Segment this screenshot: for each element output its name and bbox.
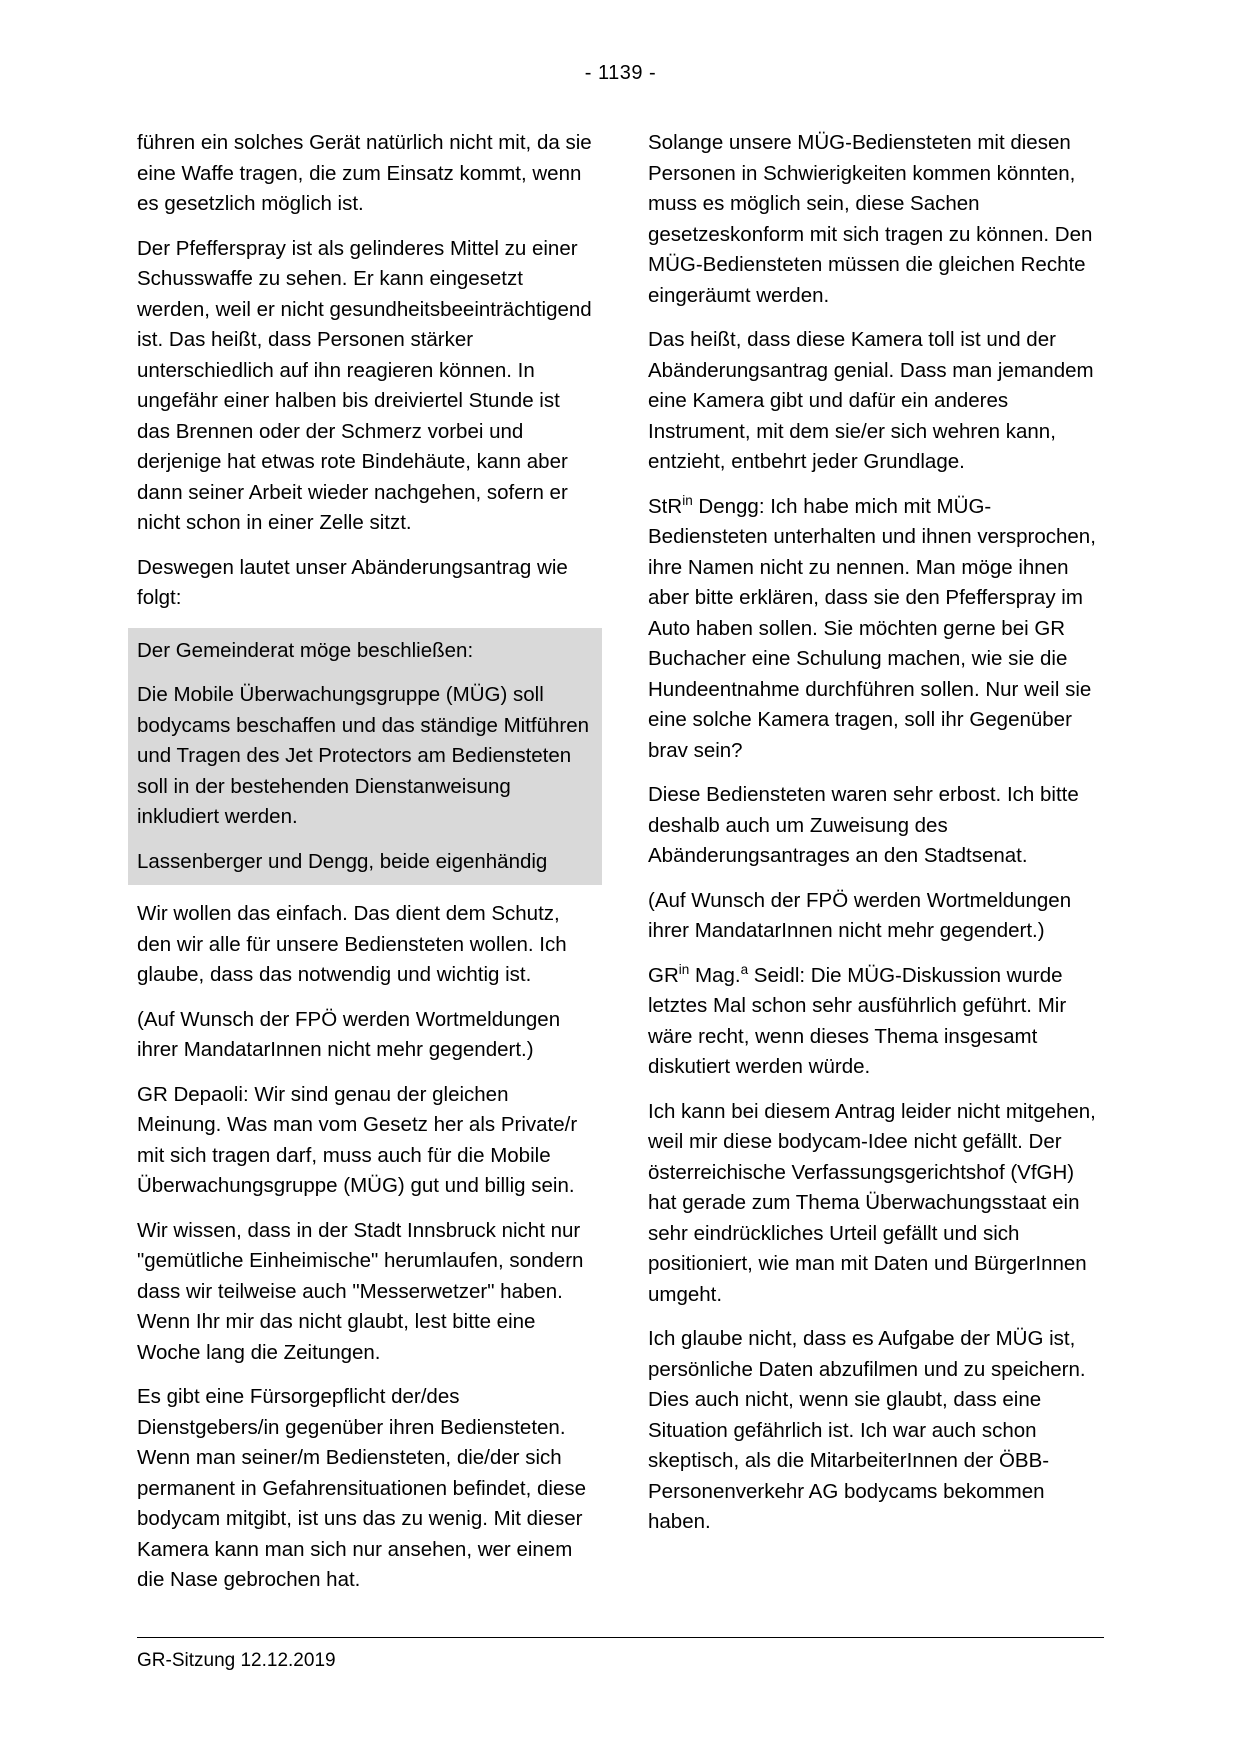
speaker-suffix: in: [682, 492, 693, 508]
paragraph: Ich glaube nicht, dass es Aufgabe der MÜG ist, persönliche Daten abzufilmen und zu speichern. Dies auch nicht, wenn sie glaubt, dass eine Situation gefährlich ist. Ich war auch schon skeptisch, als die MitarbeiterInnen der ÖBB-Personenverkehr AG bodycams bekommen haben.: [648, 1327, 1086, 1533]
speaker-text: Dengg: Ich habe mich mit MÜG-Bediensteten unterhalten und ihnen versprochen, ihre Namen nicht zu nennen. Man möge ihnen aber bitte erklären, dass sie den Pfefferspray im Auto haben sollen. Sie möchten gerne bei GR Buchacher eine Schulung machen, wie sie die Hundeentnahme durchführen sollen. Nur weil sie eine solche Kamera tragen, soll ihr Gegenüber brav sein?: [648, 494, 1096, 762]
paragraph: Es gibt eine Fürsorgepflicht der/des Dienstgebers/in gegenüber ihren Bediensteten. Wenn man seiner/m Bediensteten, die/der sich permanent in Gefahrensituationen befindet, diese bodycam mitgibt, ist uns das zu wenig. Mit dieser Kamera kann man sich nur ansehen, wer einem die Nase gebrochen hat.: [137, 1385, 587, 1591]
paragraph: Diese Bediensteten waren sehr erbost. Ich bitte deshalb auch um Zuweisung des Abänderungsantrages an den Stadtsenat.: [648, 783, 1079, 867]
paragraph: GR Depaoli: Wir sind genau der gleichen Meinung. Was man vom Gesetz her als Private/r mit sich tragen darf, muss auch für die Mobile Überwachungsgruppe (MÜG) gut und billig sein.: [137, 1082, 578, 1197]
paragraph: (Auf Wunsch der FPÖ werden Wortmeldungen ihrer MandatarInnen nicht mehr gegendert.): [137, 1007, 561, 1061]
paragraph: Deswegen lautet unser Abänderungsantrag wie folgt:: [137, 555, 568, 609]
paragraph: Ich kann bei diesem Antrag leider nicht mitgehen, weil mir diese bodycam-Idee nicht gefällt. Der österreichische Verfassungsgerichtshof (VfGH) hat gerade zum Thema Überwachungsstaat ein sehr eindrückliches Urteil gefällt und sich positioniert, wie man mit Daten und BürgerInnen umgeht.: [648, 1099, 1096, 1306]
paragraph: Der Pfefferspray ist als gelinderes Mittel zu einer Schusswaffe zu sehen. Er kann eingesetzt werden, weil er nicht gesundheitsbeeinträchtigend ist. Das heißt, dass Personen stärker unterschiedlich auf ihn reagieren können. In ungefähr einer halben bis dreiviertel Stunde ist das Brennen oder der Schmerz vorbei und derjenige hat etwas rote Bindehäute, kann aber dann seiner Arbeit wieder nachgehen, sofern er nicht schon in einer Zelle sitzt.: [137, 236, 592, 534]
paragraph: führen ein solches Gerät natürlich nicht mit, da sie eine Waffe tragen, die zum Einsatz kommt, wenn es gesetzlich möglich ist.: [137, 131, 592, 215]
motion-signature: Lassenberger und Dengg, beide eigenhändig: [137, 849, 548, 873]
two-column-body: [137, 128, 1104, 1610]
right-column: [648, 128, 1104, 1610]
speaker-middle: Mag.: [689, 963, 741, 987]
paragraph: Solange unsere MÜG-Bediensteten mit diesen Personen in Schwierigkeiten kommen könnten, muss es möglich sein, diese Sachen gesetzeskonform mit sich tragen zu können. Den MÜG-Bediensteten müssen die gleichen Rechte eingeräumt werden.: [648, 131, 1093, 307]
paragraph: Das heißt, dass diese Kamera toll ist und der Abänderungsantrag genial. Dass man jemandem eine Kamera gibt und dafür ein anderes Instrument, mit dem sie/er sich wehren kann, entzieht, entbehrt jeder Grundlage.: [648, 328, 1094, 473]
footer-label: GR-Sitzung 12.12.2019: [137, 1650, 336, 1671]
speaker-text: Seidl: Die MÜG-Diskussion wurde letztes Mal schon sehr ausführlich geführt. Mir wäre recht, wenn dieses Thema insgesamt diskutiert werden würde.: [648, 963, 1067, 1078]
page-number: - 1139 -: [584, 62, 657, 84]
speaker-suffix-a: a: [740, 961, 749, 977]
motion-heading: Der Gemeinderat möge beschließen:: [137, 638, 474, 662]
speaker-paragraph-seidl: [648, 961, 1104, 1083]
speaker-suffix-in: in: [678, 961, 690, 977]
paragraph: (Auf Wunsch der FPÖ werden Wortmeldungen ihrer MandatarInnen nicht mehr gegendert.): [648, 888, 1072, 942]
motion-highlight-block: [128, 628, 602, 886]
paragraph: Wir wissen, dass in der Stadt Innsbruck nicht nur "gemütliche Einheimische" herumlaufen, sondern dass wir teilweise auch "Messerwetzer" haben. Wenn Ihr mir das nicht glaubt, lest bitte eine Woche lang die Zeitungen.: [137, 1218, 584, 1364]
speaker-paragraph-dengg: [648, 492, 1104, 767]
footer-divider: [137, 1637, 1104, 1638]
left-column: [137, 128, 593, 1610]
speaker-prefix: GR: [648, 963, 679, 987]
motion-body: Die Mobile Überwachungsgruppe (MÜG) soll bodycams beschaffen und das ständige Mitführen und Tragen des Jet Protectors am Bediensteten soll in der bestehenden Dienstanweisung inkludiert werden.: [137, 683, 590, 828]
paragraph: Wir wollen das einfach. Das dient dem Schutz, den wir alle für unsere Bediensteten wollen. Ich glaube, dass das notwendig und wichtig ist.: [137, 902, 567, 986]
speaker-prefix: StR: [648, 494, 683, 518]
